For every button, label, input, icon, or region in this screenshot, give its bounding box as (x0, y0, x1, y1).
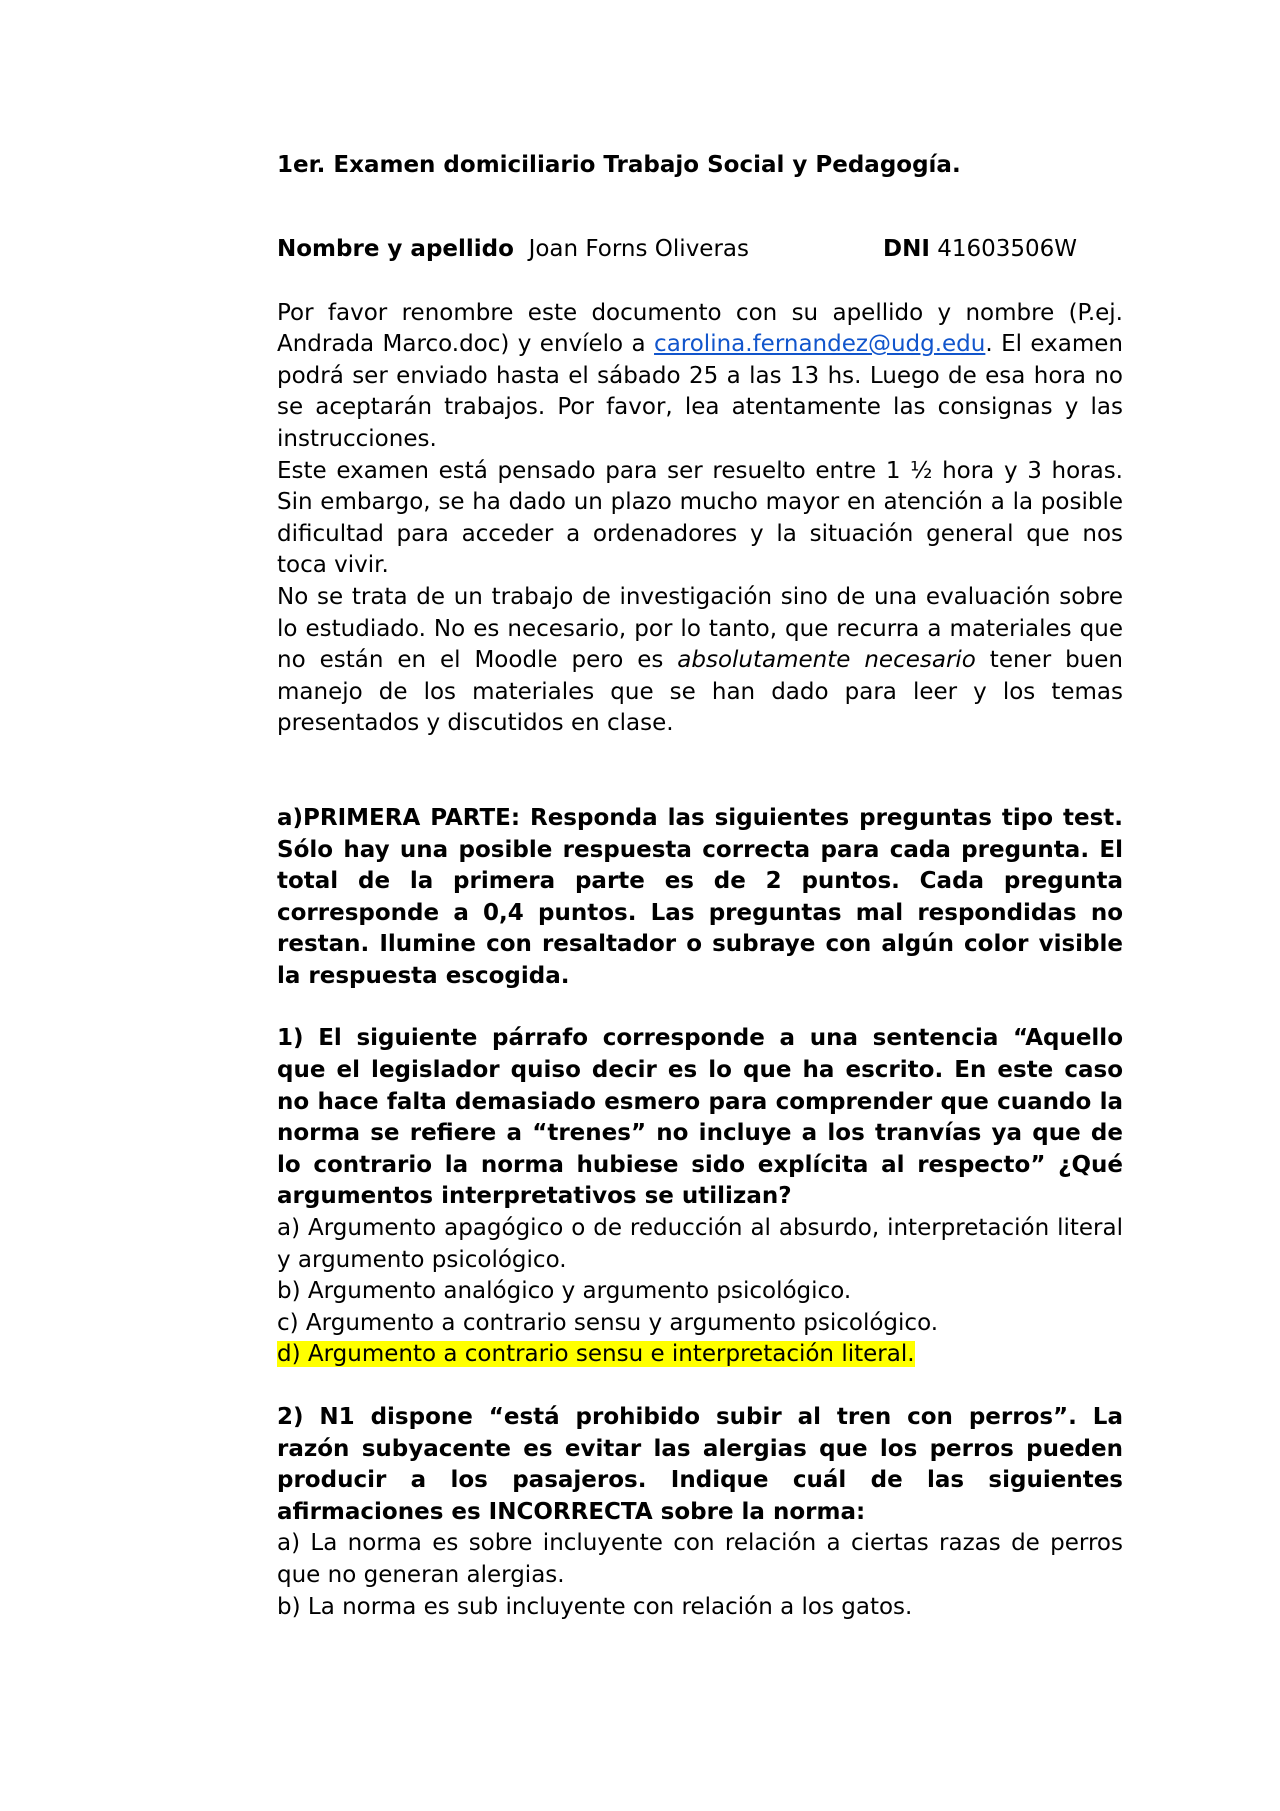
instructions-text: Por favor renombre este documento con su apellido y nombre (P.ej. Andrada Marco.doc) y envíelo a (277, 299, 1123, 358)
instructions-paragraph-1 (277, 298, 1123, 456)
name-value[interactable]: Joan Forns Oliveras (528, 235, 749, 262)
instructions-text: No se trata de un trabajo de investigación sino de una evaluación sobre lo estudiado. No es necesario, por lo tanto, que recurra a materiales que no están en el Moodle pero es (277, 583, 1123, 674)
document-page (277, 150, 1123, 1623)
part-a-text: PRIMERA PARTE: Responda las siguientes preguntas tipo test. Sólo hay una posible respuesta correcta para cada pregunta. El total de la primera parte es de 2 puntos. Cada pregunta corresponde a 0,4 puntos. Las preguntas mal respondidas no restan. Ilumine con resaltador o subraye con algún color visible la respuesta escogida. (277, 804, 1123, 989)
instructions-text: tener buen manejo de los materiales que se han dado para leer y los temas presentados y discutidos en clase. (277, 647, 1123, 737)
question-1-option-d[interactable] (277, 1339, 1123, 1371)
instructions (277, 298, 1123, 740)
instructions-paragraph-2: Este examen está pensado para ser resuelto entre 1 ½ hora y 3 horas. Sin embargo, se ha dado un plazo mucho mayor en atención a la posible dificultad para acceder a ordenadores y la situación general que nos toca vivir. (277, 457, 1123, 579)
question-2-option-a[interactable]: a) La norma es sobre incluyente con relación a ciertas razas de perros que no generan alergias. (277, 1530, 1123, 1588)
instructions-text: . El examen podrá ser enviado hasta el sábado 25 a las 13 hs. Luego de esa hora no se aceptarán trabajos. Por favor, lea atentamente las consignas y las instrucciones. (277, 331, 1123, 452)
name-row (277, 234, 1123, 266)
instructions-paragraph-3 (277, 582, 1123, 740)
highlighted-answer[interactable]: d) Argumento a contrario sensu e interpretación literal. (277, 1341, 915, 1368)
question-2-stem: 2) N1 dispone “está prohibido subir al tren con perros”. La razón subyacente es evitar las alergias que los perros pueden producir a los pasajeros. Indique cuál de las siguientes afirmaciones es INCORRECTA sobre la norma: (277, 1404, 1123, 1525)
emphasis-text: absolutamente necesario (677, 647, 976, 674)
dni-label: DNI (883, 235, 930, 262)
question-2 (277, 1402, 1123, 1623)
part-a-heading (277, 803, 1123, 993)
question-1-option-b[interactable]: b) Argumento analógico y argumento psicológico. (277, 1278, 852, 1305)
dni-field (883, 234, 1077, 266)
dni-value[interactable]: 41603506W (937, 235, 1078, 262)
email-link[interactable]: carolina.fernandez@udg.edu (654, 331, 986, 358)
question-1-option-c[interactable]: c) Argumento a contrario sensu y argumento psicológico. (277, 1309, 939, 1336)
question-1-stem: 1) El siguiente párrafo corresponde a una sentencia “Aquello que el legislador quiso decir es lo que ha escrito. En este caso no hace falta demasiado esmero para comprender que cuando la norma se refiere a “trenes” no incluye a los tranvías ya que de lo contrario la norma hubiese sido explícita al respecto” ¿Qué argumentos interpretativos se utilizan? (277, 1025, 1123, 1210)
part-a-marker: a) (277, 804, 304, 831)
question-2-option-b[interactable]: b) La norma es sub incluyente con relación a los gatos. (277, 1593, 913, 1620)
question-1 (277, 1023, 1123, 1371)
question-1-option-a[interactable]: a) Argumento apagógico o de reducción al absurdo, interpretación literal y argumento psicológico. (277, 1215, 1123, 1273)
name-label: Nombre y apellido (277, 235, 514, 262)
document-title: 1er. Examen domiciliario Trabajo Social y Pedagogía. (277, 152, 961, 178)
